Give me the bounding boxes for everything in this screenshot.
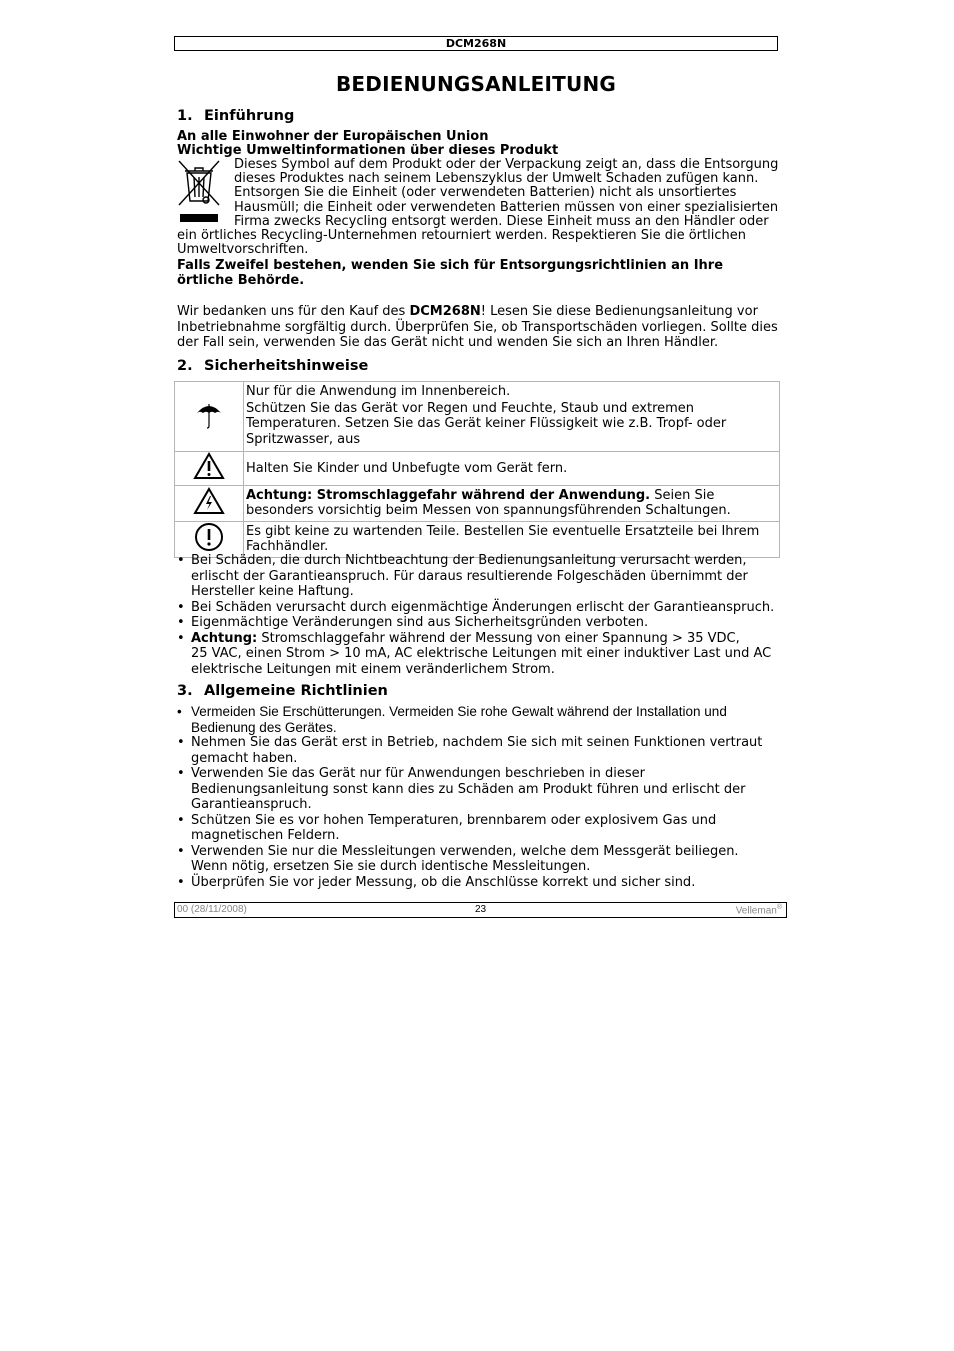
- section-2-number: 2.: [177, 358, 193, 374]
- section-2-heading: [177, 358, 368, 374]
- caution-label: Achtung:: [191, 630, 258, 646]
- section-3-title: Allgemeine Richtlinien: [204, 683, 388, 699]
- text-cell: [244, 382, 780, 452]
- indoor-use-text: Nur für die Anwendung im Innenbereich.: [246, 384, 511, 399]
- section-1-title: Einführung: [204, 108, 295, 124]
- section-3-heading: [177, 683, 388, 699]
- weee-paragraph: [177, 158, 779, 257]
- footer-version: 00 (28/11/2008): [177, 904, 247, 915]
- guideline-bullets: [177, 704, 779, 890]
- warning-triangle-icon: [193, 452, 225, 480]
- section-2-title: Sicherheitshinweise: [204, 358, 369, 374]
- header-model: DCM268N: [174, 36, 778, 51]
- shock-warning-text: Seien Sie besonders vorsichtig beim Messen von spannungsführenden Schaltungen.: [246, 487, 731, 518]
- text-cell: Es gibt keine zu wartenden Teile. Bestellen Sie eventuelle Ersatzteile bei Ihrem Fachhändler.: [244, 521, 780, 557]
- umbrella-icon: [195, 399, 223, 429]
- crossed-bin-icon: [177, 159, 221, 225]
- safety-table: [174, 381, 780, 558]
- footer-brand-mark: ®: [776, 904, 782, 911]
- list-item: • Bei Schäden, die durch Nichtbeachtung der Bedienungsanleitung verursacht werden, erlischt der Garantieanspruch. Für daraus resultierende Folgeschäden übernimmt der Hersteller keine Haftung.: [177, 553, 779, 600]
- thanks-paragraph: [177, 304, 779, 351]
- table-row: [175, 485, 780, 521]
- section-1-number: 1.: [177, 108, 193, 124]
- list-item: • Verwenden Sie das Gerät nur für Anwendungen beschrieben in dieser Bedienungsanleitung sonst kann dies zu Schäden am Produkt führen und erlischt der Garantieanspruch.: [177, 766, 779, 813]
- text-cell: Halten Sie Kinder und Unbefugte vom Gerät fern.: [244, 452, 780, 486]
- safety-bullets: [177, 553, 779, 677]
- list-item: • Vermeiden Sie Erschütterungen. Vermeiden Sie rohe Gewalt während der Installation und Bedienung des Gerätes.: [177, 704, 779, 735]
- table-row: [175, 452, 780, 486]
- icon-cell: [175, 382, 244, 452]
- footer-brand: [736, 904, 782, 916]
- page-title: BEDIENUNGSANLEITUNG: [335, 72, 617, 96]
- table-row: [175, 382, 780, 452]
- electric-shock-icon: [193, 487, 225, 515]
- protect-text: Schützen Sie das Gerät vor Regen und Feuchte, Staub und extremen Temperaturen. Setzen Sie das Gerät keiner Flüssigkeit wie z.B. Tropf- oder Spritzwasser, aus: [246, 400, 727, 447]
- shock-warning-bold: Achtung: Stromschlaggefahr während der Anwendung.: [246, 487, 651, 503]
- list-item: • Schützen Sie es vor hohen Temperaturen, brennbarem oder explosivem Gas und magnetischen Feldern.: [177, 813, 779, 844]
- eu-line-1: An alle Einwohner der Europäischen Union: [177, 129, 489, 144]
- caution-line-2: 25 VAC, einen Strom > 10 mA, AC elektrische Leitungen mit einer induktiver Last und AC elektrische Leitungen mit einem veränderlichem Strom.: [191, 646, 772, 677]
- thanks-text-pre: Wir bedanken uns für den Kauf des: [177, 304, 410, 319]
- list-item: • Eigenmächtige Veränderungen sind aus Sicherheitsgründen verboten.: [177, 615, 779, 631]
- icon-cell: [175, 452, 244, 486]
- page-footer: [174, 902, 787, 918]
- weee-text: Dieses Symbol auf dem Produkt oder der Verpackung zeigt an, dass die Entsorgung dieses Produktes nach seinem Lebenszyklus der Umwelt Schaden zufügen kann. Entsorgen Sie die Einheit (oder verwendeten Batterien) nicht als unsortiertes Hausmüll; die Einheit oder verwendeten Batterien müssen von einer spezialisierten Firma zwecks Recycling entsorgt werden. Diese Einheit muss an den Händler oder ein örtliches Recycling-Unternehmen retourniert werden. Respektieren Sie die örtlichen Umweltvorschriften.: [177, 157, 779, 258]
- text-cell: [244, 485, 780, 521]
- list-item: • Nehmen Sie das Gerät erst in Betrieb, nachdem Sie sich mit seinen Funktionen vertraut gemacht haben.: [177, 735, 779, 766]
- icon-cell: [175, 521, 244, 557]
- doubt-paragraph: Falls Zweifel bestehen, wenden Sie sich für Entsorgungsrichtlinien an Ihre örtliche Behörde.: [177, 258, 724, 288]
- exclamation-circle-icon: [194, 522, 224, 552]
- footer-brand-name: Velleman: [735, 905, 777, 917]
- thanks-model: DCM268N: [409, 304, 481, 319]
- table-row: [175, 521, 780, 557]
- thanks-text-post: ! Lesen Sie diese Bedienungsanleitung vor Inbetriebnahme sorgfältig durch. Überprüfen Sie, ob Transportschäden vorliegen. Sollte dies der Fall sein, verwenden Sie das Gerät nicht und wenden Sie sich an Ihren Händler.: [177, 304, 778, 350]
- footer-page-number: 23: [474, 904, 487, 915]
- list-item: [177, 631, 779, 678]
- eu-line-2: Wichtige Umweltinformationen über dieses Produkt: [177, 143, 559, 158]
- list-item: • Verwenden Sie nur die Messleitungen verwenden, welche dem Messgerät beiliegen. Wenn nötig, ersetzen Sie sie durch identische Messleitungen.: [177, 844, 779, 875]
- list-item: • Überprüfen Sie vor jeder Messung, ob die Anschlüsse korrekt und sicher sind.: [177, 875, 779, 891]
- list-item: • Bei Schäden verursacht durch eigenmächtige Änderungen erlischt der Garantieanspruch.: [177, 600, 779, 616]
- icon-cell: [175, 485, 244, 521]
- section-3-number: 3.: [177, 683, 193, 699]
- section-1-heading: [177, 108, 294, 124]
- caution-line-1: Stromschlaggefahr während der Messung von einer Spannung > 35 VDC,: [257, 630, 740, 646]
